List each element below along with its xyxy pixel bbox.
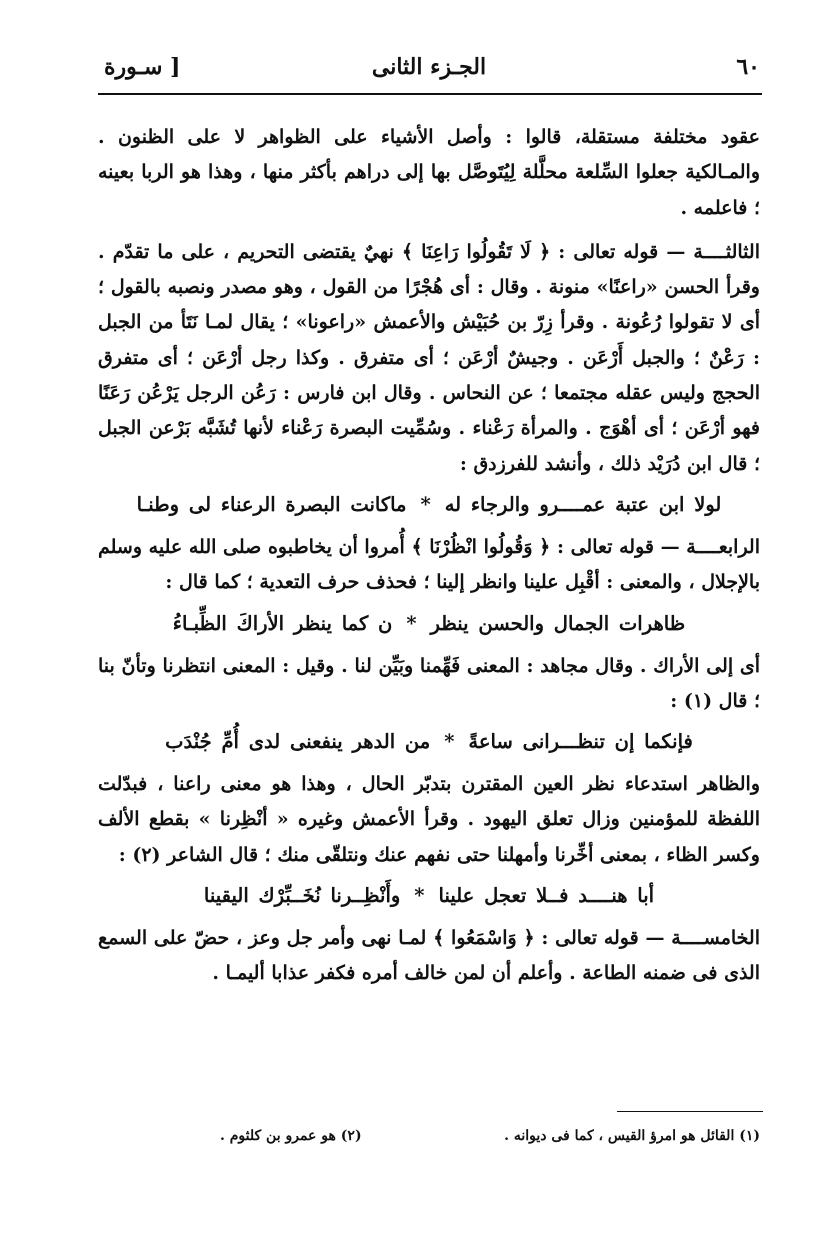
paragraph-gap — [98, 226, 760, 235]
page-number: ٦٠ — [736, 54, 760, 80]
surah-label: [ سـورة — [104, 54, 181, 80]
footnote-1: (١) القائل هو امرؤ القيس ، كما فى ديوانه . — [504, 1128, 760, 1144]
verse-separator-star: * — [406, 611, 417, 635]
paragraph-third: الثالثــــة — قوله تعالى : ﴿ لَا تَقُولُوا رَاعِنَا ﴾ نهيٌ يقتضى التحريم ، على ما تقدّم . وقرأ الحسن «راعنًا» منونة . وقال : أى هُجْرًا من القول ، وهو مصدر ونصبه بالقول ؛ أى لا تقولوا رُعُونة . وقرأ زِرّ بن حُبَيْش والأعمش «راعونا» ؛ يقال لمـا نَتَأ من الجبل : رَعْنٌ ؛ والجبل أَرْعَن . وجيشٌ أرْعَن ؛ أى متفرق . وكذا رجل أرْعَن ؛ أى متفرق الحجج وليس عقله مجتمعا ؛ عن النحاس . وقال ابن فارس : رَعُن الرجل يَرْعُن رَعَنًا فهو أرْعَن ؛ أى أهْوَج . والمرأة رَعْناء . وسُمِّيت البصرة رَعْناء لأنها تُشَبَّه بَرْعن الجبل ؛ قال ابن دُرَيْد ذلك ، وأنشد للفرزدق : — [98, 240, 760, 475]
paragraph-zahir: والظاهر استدعاء نظر العين المقترن بتدبّر الحال ، وهذا هو معنى راعنا ، فبدّلت اللفظة للمؤمنين وزال تعلق اليهود . وقرأ الأعمش وغيره « أنْظِرنا » بقطع الألف وكسر الظاء ، بمعنى أخِّرنا وأمهلنا حتى نفهم عنك ونتلقّى منك ؛ قال الشاعر (٢) : — [98, 773, 760, 866]
verse-hemistich-second: وأَنْظِــرنا نُخَــبِّرْك اليقينا — [203, 884, 401, 908]
running-title: الجـزء الثانى — [371, 54, 487, 80]
verse-hemistich-second: ن كما ينظر الأراكَ الظِّبـاءُ — [172, 611, 393, 635]
footnotes — [220, 1128, 760, 1156]
page-header — [98, 52, 760, 86]
paragraph-fourth: الرابعــــة — قوله تعالى : ﴿ وَقُولُوا انْظُرْنَا ﴾ أُمروا أن يخاطبوه صلى الله عليه وسلم بالإجلال ، والمعنى : أقْبِل علينا وانظر إلينا ؛ فحذف حرف التعدية ؛ كما قال : — [98, 535, 760, 594]
footnote-2: (٢) هو عمرو بن كلثوم . — [220, 1128, 362, 1144]
header-rule — [98, 93, 762, 95]
verse-hemistich-first: لولا ابن عتبة عمــــرو والرجاء له — [444, 492, 722, 516]
paragraph-mujahid: أى إلى الأراك . وقال مجاهد : المعنى فَهِّمنا وبَيِّن لنا . وقيل : المعنى انتظرنا وتأنّ بنا ؛ قال (١) : — [98, 654, 760, 712]
verse-line — [98, 605, 760, 643]
verse-hemistich-second: من الدهر ينفعنى لدى أُمِّ جُنْدَب — [165, 730, 431, 754]
verse-hemistich-first: أبا هنــــد فــلا تعجل علينا — [438, 884, 655, 908]
verse-hemistich-second: ماكانت البصرة الرعناء لى وطنـا — [136, 492, 407, 516]
verse-separator-star: * — [444, 730, 455, 754]
verse-line — [98, 723, 760, 761]
verse-hemistich-first: ظاهرات الجمال والحسن ينظر — [430, 611, 686, 635]
verse-line — [98, 486, 760, 524]
paragraph-intro: عقود مختلفة مستقلة، قالوا : وأصل الأشياء على الظواهر لا على الظنون . والمـالكية جعلوا السِّلعة محلَّلة لِيُتَوصَّل بها إلى دراهم بأكثر منها ، وهذا هو الربا بعينه ؛ فاعلمه . — [98, 126, 760, 219]
verse-separator-star: * — [420, 492, 431, 516]
paragraph-fifth: الخامســــة — قوله تعالى : ﴿ وَاسْمَعُوا ﴾ لمـا نهى وأمر جل وعز ، حضّ على السمع الذى فى ضمنه الطاعة . وأعلم أن لمن خالف أمره فكفر عذابا أليمـا . — [98, 927, 760, 985]
verse-line — [98, 877, 760, 915]
verse-hemistich-first: فإنكما إن تنظـــرانى ساعةً — [468, 730, 693, 754]
footnote-rule — [617, 1111, 763, 1112]
verse-separator-star: * — [414, 884, 425, 908]
body-text — [98, 120, 760, 992]
